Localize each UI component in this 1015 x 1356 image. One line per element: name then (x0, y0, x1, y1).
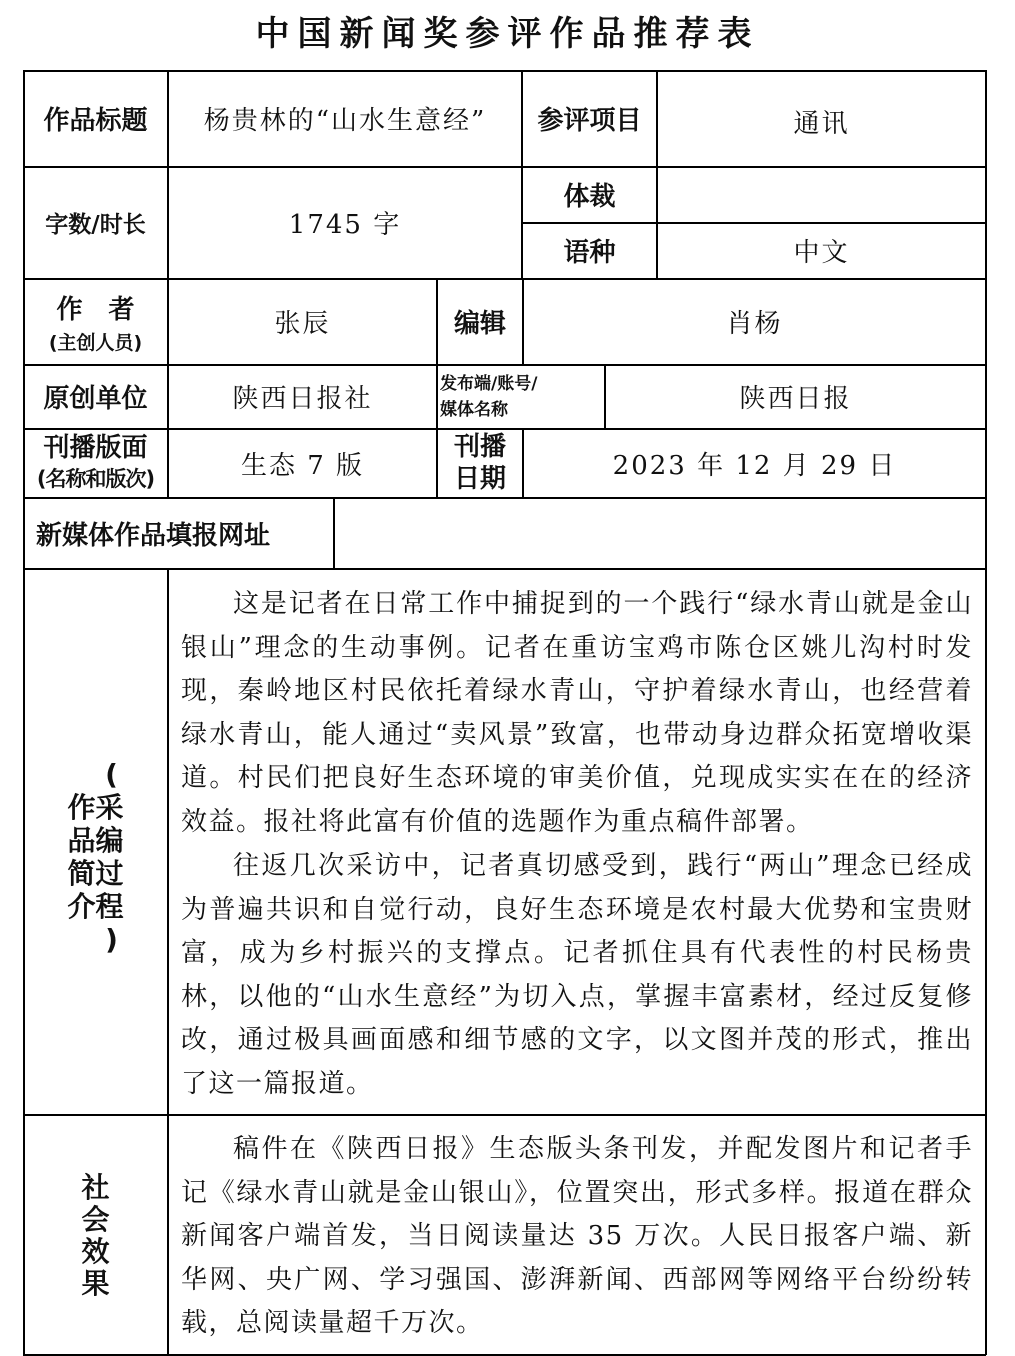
author-value: 张辰 (274, 309, 331, 339)
platform-value: 陕西日报 (739, 384, 852, 414)
process-label-line4: 简过 (67, 857, 124, 890)
impact-paragraph-1: 稿件在《陕西日报》生态版头条刊发，并配发图片和记者手记《绿水青山就是金山银山》，位置突出，形式多样。报道在群众新闻客户端首发，当日阅读量达 35 万次。人民日报客户端、新华网、央广网、学习强国、澎湃新闻、西部网等网络平台纷纷转载，总阅读量超千万次。 (181, 1134, 973, 1339)
author-label-cell (24, 279, 167, 364)
date-label-line1: 刊播 (453, 432, 506, 462)
page-value: 生态 7 版 (240, 450, 365, 481)
author-sublabel: (主创人员) (48, 331, 143, 354)
platform-label-cell (440, 365, 604, 428)
process-label-paren-close: ) (105, 923, 118, 956)
date-label-cell (438, 429, 522, 497)
process-label (24, 758, 167, 956)
impact-label-line2: 会 (81, 1203, 110, 1236)
process-paragraph-2: 往返几次采访中，记者真切感受到，践行“两山”理念已经成为普遍共识和自觉行动，良好生态环境是农村最大优势和宝贵财富，成为乡村振兴的支撑点。记者抓住具有代表性的村民杨贵林，以他的“山水生意经”为切入点，掌握丰富素材，经过反复修改，通过极具画面感和细节感的文字，以文图并茂的形式，推出了这一篇报道。 (181, 851, 973, 1099)
date-label-line2: 日期 (453, 464, 506, 494)
page-label-line1: 刊播版面 (43, 433, 148, 463)
page-label-cell (24, 429, 167, 497)
title-label: 作品标题 (43, 106, 148, 136)
platform-label-line2: 媒体名称 (440, 399, 508, 420)
category-label: 参评项目 (537, 106, 642, 136)
unit-value: 陕西日报社 (232, 384, 373, 414)
language-label: 语种 (563, 238, 616, 268)
editor-label: 编辑 (453, 309, 506, 339)
editor-value: 肖杨 (726, 309, 783, 339)
length-label: 字数/时长 (45, 212, 146, 238)
process-label-line5: 介程 (67, 890, 124, 923)
impact-label-line4: 果 (81, 1267, 110, 1300)
impact-label-line3: 效 (81, 1235, 110, 1268)
process-paragraph-1: 这是记者在日常工作中捕捉到的一个践行“绿水青山就是金山银山”理念的生动事例。记者在重访宝鸡市陈仓区姚儿沟村时发现，秦岭地区村民依托着绿水青山，守护着绿水青山，也经营着绿水青山，能人通过“卖风景”致富，也带动身边群众拓宽增收渠道。村民们把良好生态环境的审美价值，兑现成实实在在的经济效益。报社将此富有价值的选题作为重点稿件部署。 (181, 589, 973, 837)
page-label-line2: (名称和版次) (36, 467, 155, 491)
process-label-line3: 品编 (67, 824, 124, 857)
impact-label-line1: 社 (81, 1171, 110, 1204)
process-label-line2: 作采 (67, 791, 124, 824)
process-label-paren-open: ( (105, 758, 118, 791)
form-title: 中国新闻奖参评作品推荐表 (255, 14, 760, 54)
date-value: 2023 年 12 月 29 日 (612, 450, 897, 481)
url-label: 新媒体作品填报网址 (36, 520, 271, 551)
category-value: 通讯 (793, 109, 850, 139)
author-label: 作 者 (56, 294, 135, 325)
title-value: 杨贵林的“山水生意经” (203, 106, 487, 136)
unit-label: 原创单位 (43, 384, 148, 414)
url-value (335, 498, 985, 568)
language-value: 中文 (793, 238, 850, 268)
impact-label (24, 1172, 167, 1300)
length-value: 1745 字 (288, 210, 402, 240)
genre-label: 体裁 (563, 182, 616, 212)
platform-label-line1: 发布端/账号/ (440, 373, 538, 394)
genre-value (658, 167, 985, 222)
